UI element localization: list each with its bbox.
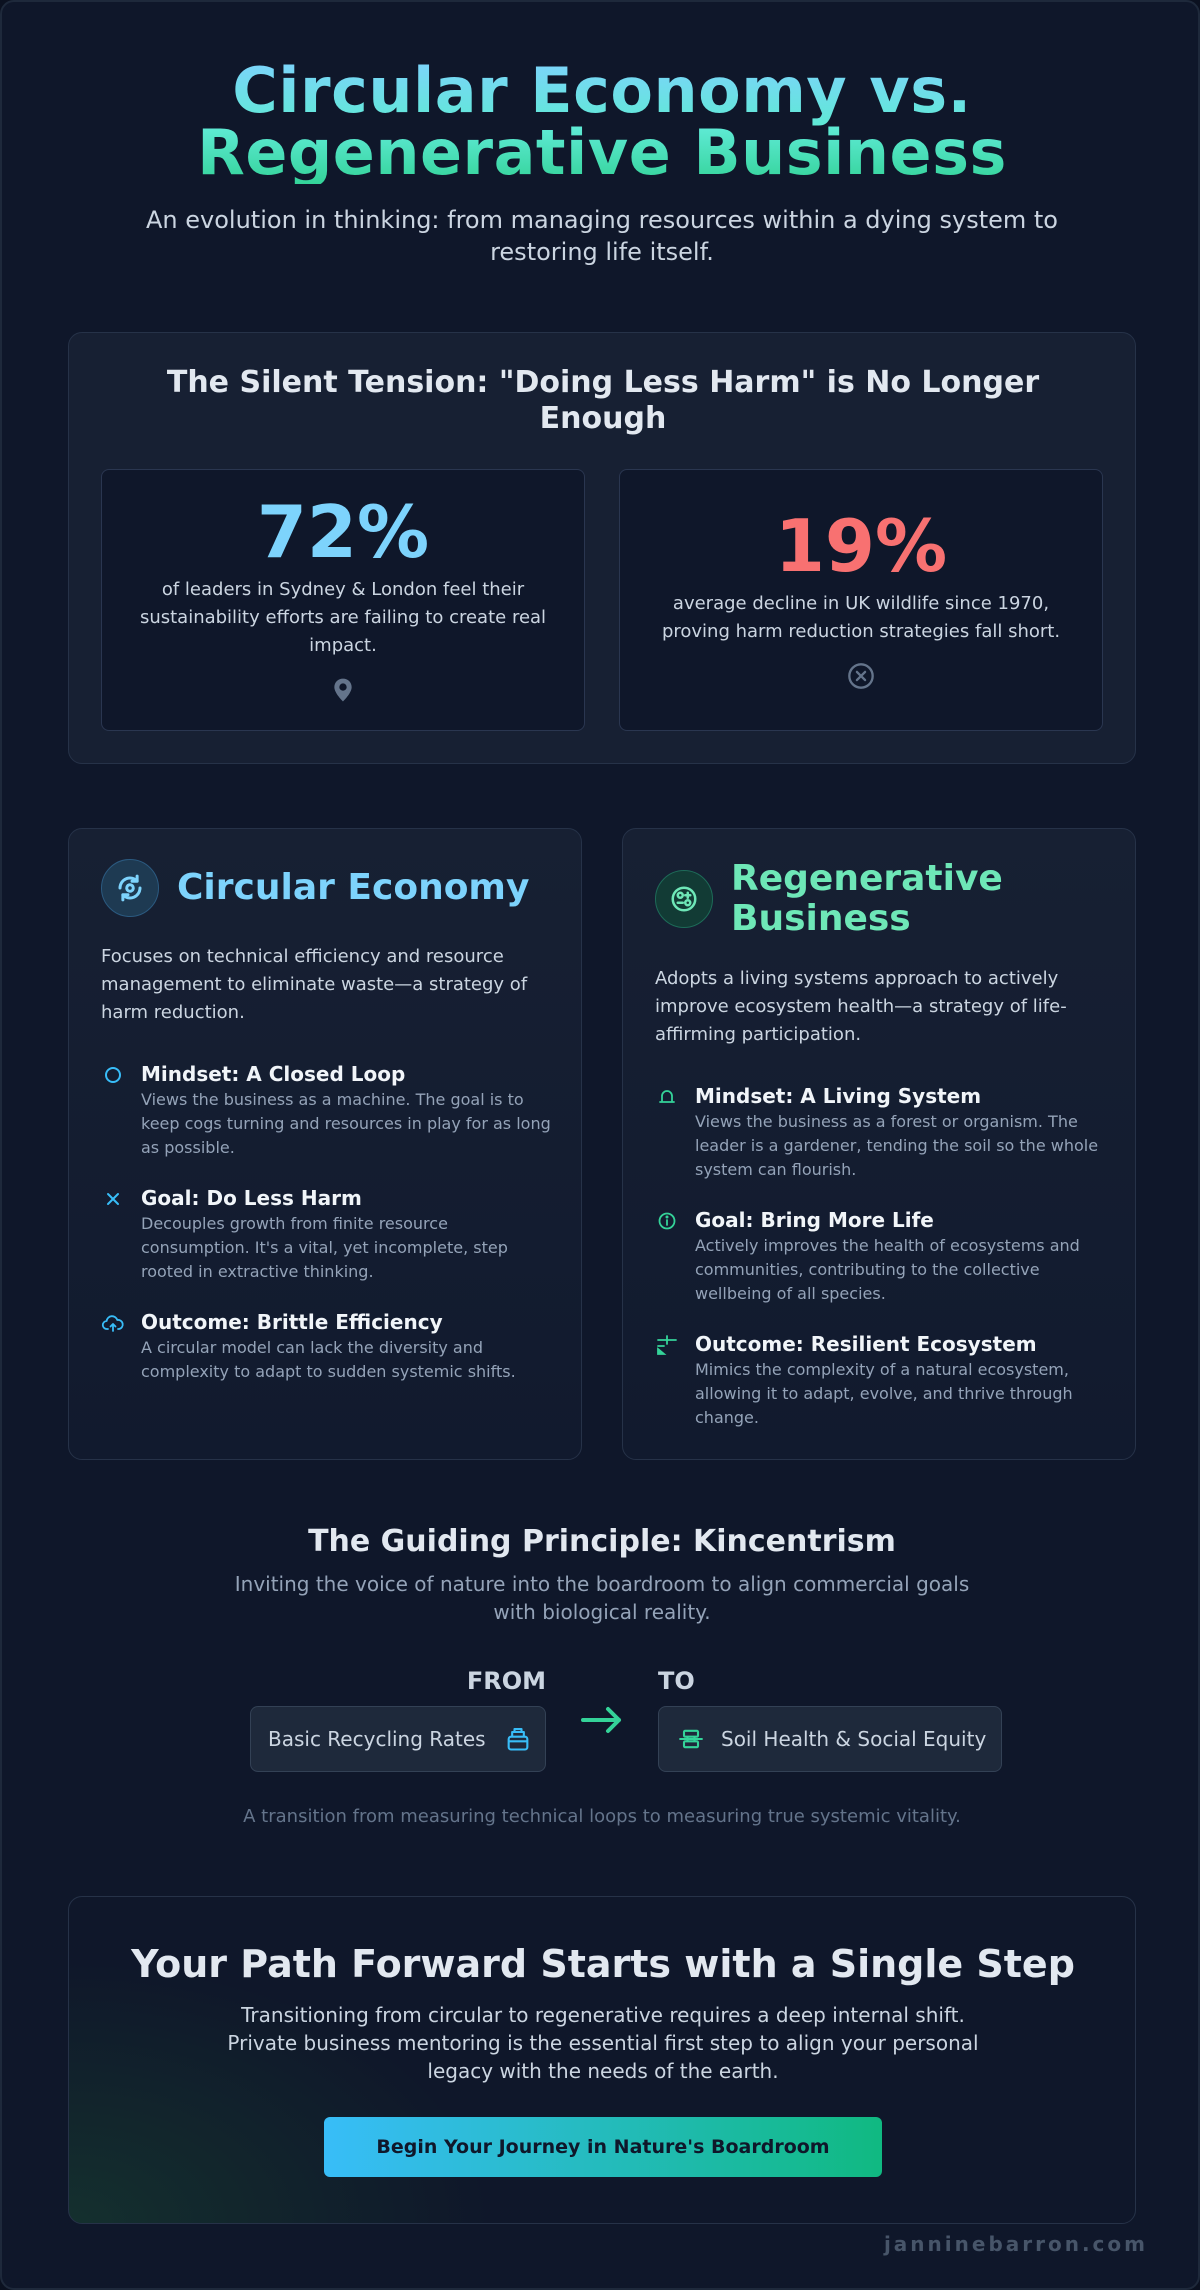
card-header — [101, 859, 557, 917]
card-intro: Focuses on technical efficiency and resource management to eliminate waste—a strategy of harm reduction. — [101, 946, 528, 1023]
cta-text: Transitioning from circular to regenerative requires a deep internal shift. Private business mentoring is the essential first step to align your personal legacy with the needs of the earth. — [227, 2003, 979, 2083]
tension-title: The Silent Tension: "Doing Less Harm" is No Longer Enough — [166, 365, 1040, 436]
guiding-principle-subtitle: Inviting the voice of nature into the boardroom to align commercial goals with biological reality. — [234, 1572, 970, 1624]
card-header — [655, 859, 1111, 939]
regenerative-business-card — [622, 828, 1136, 1460]
x-icon — [101, 1187, 125, 1211]
feature-title: Goal: Do Less Harm — [141, 1186, 362, 1210]
bell-icon — [655, 1085, 679, 1109]
card-intro: Adopts a living systems approach to actively improve ecosystem health—a strategy of life-affirming participation. — [655, 968, 1067, 1045]
feature-goal — [655, 1207, 1115, 1306]
feature-outcome — [101, 1309, 561, 1384]
hero-header — [2, 54, 1200, 268]
map-pin-icon — [330, 676, 356, 704]
feature-outcome — [655, 1331, 1115, 1430]
card-title: Circular Economy — [177, 867, 530, 908]
ecosystem-icon — [655, 870, 713, 928]
stat-description: of leaders in Sydney & London feel their sustainability efforts are failing to create real impact. — [139, 579, 547, 656]
feature-description: Mimics the complexity of a natural ecosystem, allowing it to adapt, evolve, and thrive through change. — [695, 1360, 1073, 1427]
to-label: TO — [658, 1667, 695, 1695]
from-metric-box — [250, 1706, 546, 1772]
stat-card-wildlife — [619, 469, 1103, 731]
from-label: FROM — [466, 1667, 546, 1695]
stat-card-leaders — [101, 469, 585, 731]
page-subtitle: An evolution in thinking: from managing resources within a dying system to restoring life itself. — [146, 206, 1058, 266]
transition-note: A transition from measuring technical loops to measuring true systemic vitality. — [243, 1806, 961, 1827]
title-line-1: Circular Economy vs. — [232, 54, 972, 127]
feature-goal — [101, 1185, 561, 1284]
feature-title: Mindset: A Living System — [695, 1084, 982, 1108]
arrow-right-icon — [578, 1700, 626, 1740]
cta-section — [68, 1896, 1136, 2224]
title-line-2: Regenerative Business — [197, 116, 1007, 189]
stat-description: average decline in UK wildlife since 1970, proving harm reduction strategies fall short. — [661, 593, 1061, 642]
feature-description: A circular model can lack the diversity and complexity to adapt to sudden systemic shifts. — [141, 1338, 516, 1381]
feature-title: Goal: Bring More Life — [695, 1208, 934, 1232]
feature-title: Mindset: A Closed Loop — [141, 1062, 406, 1086]
recycle-icon — [101, 859, 159, 917]
feature-description: Actively improves the health of ecosystems and communities, contributing to the collective wellbeing of all species. — [695, 1236, 1080, 1303]
stat-value: 72% — [256, 490, 430, 574]
site-link[interactable]: janninebarron.com — [883, 2232, 1148, 2256]
feature-mindset — [655, 1083, 1115, 1182]
feature-title: Outcome: Resilient Ecosystem — [695, 1332, 1037, 1356]
sliders-icon — [655, 1333, 679, 1357]
feature-description: Views the business as a forest or organism. The leader is a gardener, tending the soil so the whole system can flourish. — [695, 1112, 1099, 1179]
feature-description: Views the business as a machine. The goal is to keep cogs turning and resources in play for as long as possible. — [141, 1090, 551, 1157]
tension-section — [68, 332, 1136, 764]
feature-mindset — [101, 1061, 561, 1160]
recycling-bin-icon — [504, 1725, 532, 1753]
guiding-principle-title: The Guiding Principle: Kincentrism — [308, 1524, 896, 1559]
circular-economy-card — [68, 828, 582, 1460]
soil-layers-icon — [677, 1725, 705, 1753]
x-circle-icon — [847, 662, 875, 690]
to-metric-box — [658, 1706, 1002, 1772]
page-title — [2, 54, 1200, 189]
begin-journey-button[interactable]: Begin Your Journey in Nature's Boardroom — [324, 2117, 882, 2177]
card-title: Regenerative Business — [731, 858, 1003, 939]
info-icon — [655, 1209, 679, 1233]
from-metric-text: Basic Recycling Rates — [268, 1727, 486, 1751]
feature-title: Outcome: Brittle Efficiency — [141, 1310, 443, 1334]
cta-title: Your Path Forward Starts with a Single Step — [131, 1942, 1075, 1986]
cloud-upload-icon — [101, 1311, 125, 1335]
stat-value: 19% — [774, 504, 948, 588]
to-metric-text: Soil Health & Social Equity — [721, 1727, 987, 1751]
feature-description: Decouples growth from finite resource consumption. It's a vital, yet incomplete, step rooted in extractive thinking. — [141, 1214, 508, 1281]
circle-icon — [101, 1063, 125, 1087]
